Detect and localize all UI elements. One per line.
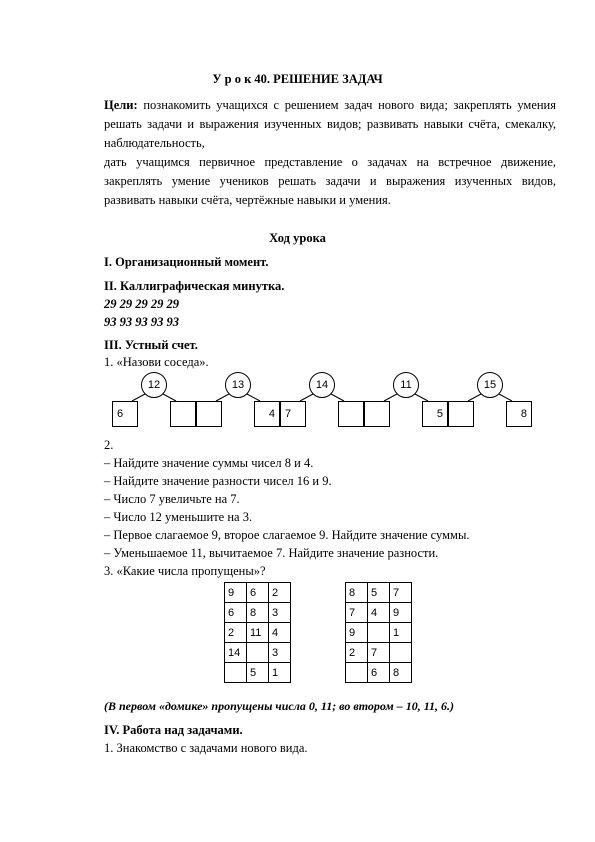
- house-cell: 9: [225, 583, 247, 603]
- house-row: [225, 583, 291, 603]
- house-cell: 8: [247, 603, 269, 623]
- task-2-heading: 2.: [104, 438, 114, 452]
- number-house-1: [224, 582, 291, 683]
- house-cell: 3: [269, 603, 291, 623]
- neighbor-left-box: [448, 401, 474, 427]
- neighbor-link-line: [132, 394, 145, 401]
- house-cell: 2: [269, 583, 291, 603]
- neighbor-left-box: [364, 401, 390, 427]
- house-cell: [346, 663, 368, 683]
- neighbor-link-line: [468, 394, 481, 401]
- house-cell: 1: [390, 623, 412, 643]
- goals-paragraph-2: [104, 153, 556, 210]
- goals-label: Цели:: [104, 98, 138, 112]
- house-cell: 2: [225, 623, 247, 643]
- house-row: [225, 663, 291, 683]
- neighbor-center-number: 14: [309, 372, 335, 398]
- answer-note: (В первом «домике» пропущены числа 0, 11; во втором – 10, 11, 6.): [104, 699, 455, 713]
- task-4-heading: 1. Знакомство с задачами нового вида.: [104, 741, 308, 755]
- neighbor-link-line: [216, 394, 229, 401]
- section-3-heading: III. Устный счет.: [104, 338, 198, 352]
- house-cell: 6: [225, 603, 247, 623]
- neighbor-center-number: 15: [477, 372, 503, 398]
- house-cell: 1: [269, 663, 291, 683]
- question-item: – Уменьшаемое 11, вычитаемое 7. Найдите значение разности.: [104, 546, 439, 560]
- house-row: [346, 603, 412, 623]
- house-cell: [247, 643, 269, 663]
- section-2-heading: II. Каллиграфическая минутка.: [104, 279, 285, 293]
- house-cell: 7: [346, 603, 368, 623]
- house-cell: 8: [390, 663, 412, 683]
- lesson-heading: Ход урока: [269, 231, 326, 245]
- section-4-heading: IV. Работа над задачами.: [104, 723, 243, 737]
- neighbor-right-box: 4: [254, 401, 280, 427]
- house-row: [225, 623, 291, 643]
- question-item: – Число 7 увеличьте на 7.: [104, 492, 240, 506]
- neighbor-left-box: 7: [280, 401, 306, 427]
- neighbor-link-line: [247, 394, 260, 401]
- house-cell: 5: [368, 583, 390, 603]
- house-row: [346, 663, 412, 683]
- calligraphy-line-1: 29 29 29 29 29: [104, 297, 179, 311]
- house-cell: 9: [346, 623, 368, 643]
- task-3-heading: 3. «Какие числа пропущены»?: [104, 564, 266, 578]
- neighbor-right-box: 8: [506, 401, 532, 427]
- goals-text-1: познакомить учащихся с решением задач нового вида; закреплять умения решать задачи и выражения изученных видов; развивать навыки счёта, смекалку, наблюдательность,: [104, 98, 556, 150]
- house-row: [225, 643, 291, 663]
- lesson-title: У р о к 40. РЕШЕНИЕ ЗАДАЧ: [212, 72, 383, 86]
- calligraphy-line-2: 93 93 93 93 93: [104, 315, 179, 329]
- house-cell: 4: [269, 623, 291, 643]
- house-row: [346, 623, 412, 643]
- section-1-heading: I. Организационный момент.: [104, 255, 269, 269]
- house-cell: 8: [346, 583, 368, 603]
- question-item: – Число 12 уменьшите на 3.: [104, 510, 253, 524]
- neighbor-left-box: 6: [112, 401, 138, 427]
- house-cell: 6: [247, 583, 269, 603]
- house-cell: 7: [368, 643, 390, 663]
- neighbor-center-number: 13: [225, 372, 251, 398]
- neighbor-link-line: [415, 394, 428, 401]
- task-1-heading: 1. «Назови соседа».: [104, 355, 209, 369]
- house-cell: 2: [346, 643, 368, 663]
- house-row: [225, 603, 291, 623]
- neighbor-right-box: [170, 401, 196, 427]
- house-cell: 6: [368, 663, 390, 683]
- house-cell: [368, 623, 390, 643]
- neighbor-left-box: [196, 401, 222, 427]
- house-row: [346, 643, 412, 663]
- house-row: [346, 583, 412, 603]
- house-cell: [225, 663, 247, 683]
- neighbor-center-number: 11: [393, 372, 419, 398]
- neighbor-link-line: [499, 394, 512, 401]
- question-item: – Найдите значение суммы чисел 8 и 4.: [104, 456, 314, 470]
- neighbor-center-number: 12: [141, 372, 167, 398]
- neighbor-link-line: [331, 394, 344, 401]
- question-item: – Найдите значение разности чисел 16 и 9.: [104, 474, 332, 488]
- neighbor-link-line: [384, 394, 397, 401]
- number-house-2: [345, 582, 412, 683]
- goals-paragraph: [104, 96, 556, 153]
- house-cell: 9: [390, 603, 412, 623]
- neighbor-link-line: [300, 394, 313, 401]
- house-cell: 5: [247, 663, 269, 683]
- house-cell: 3: [269, 643, 291, 663]
- house-cell: 4: [368, 603, 390, 623]
- house-cell: [390, 643, 412, 663]
- neighbor-link-line: [163, 394, 176, 401]
- neighbor-right-box: [338, 401, 364, 427]
- house-cell: 11: [247, 623, 269, 643]
- house-cell: 14: [225, 643, 247, 663]
- question-item: – Первое слагаемое 9, второе слагаемое 9. Найдите значение суммы.: [104, 528, 470, 542]
- neighbor-right-box: 5: [422, 401, 448, 427]
- house-cell: 7: [390, 583, 412, 603]
- goals-text-2: дать учащимся первичное представление о задачах на встречное движение, закреплять умение учеников решать задачи и выражения изученных видов, развивать навыки счёта, чертёжные навыки и умения.: [104, 155, 556, 207]
